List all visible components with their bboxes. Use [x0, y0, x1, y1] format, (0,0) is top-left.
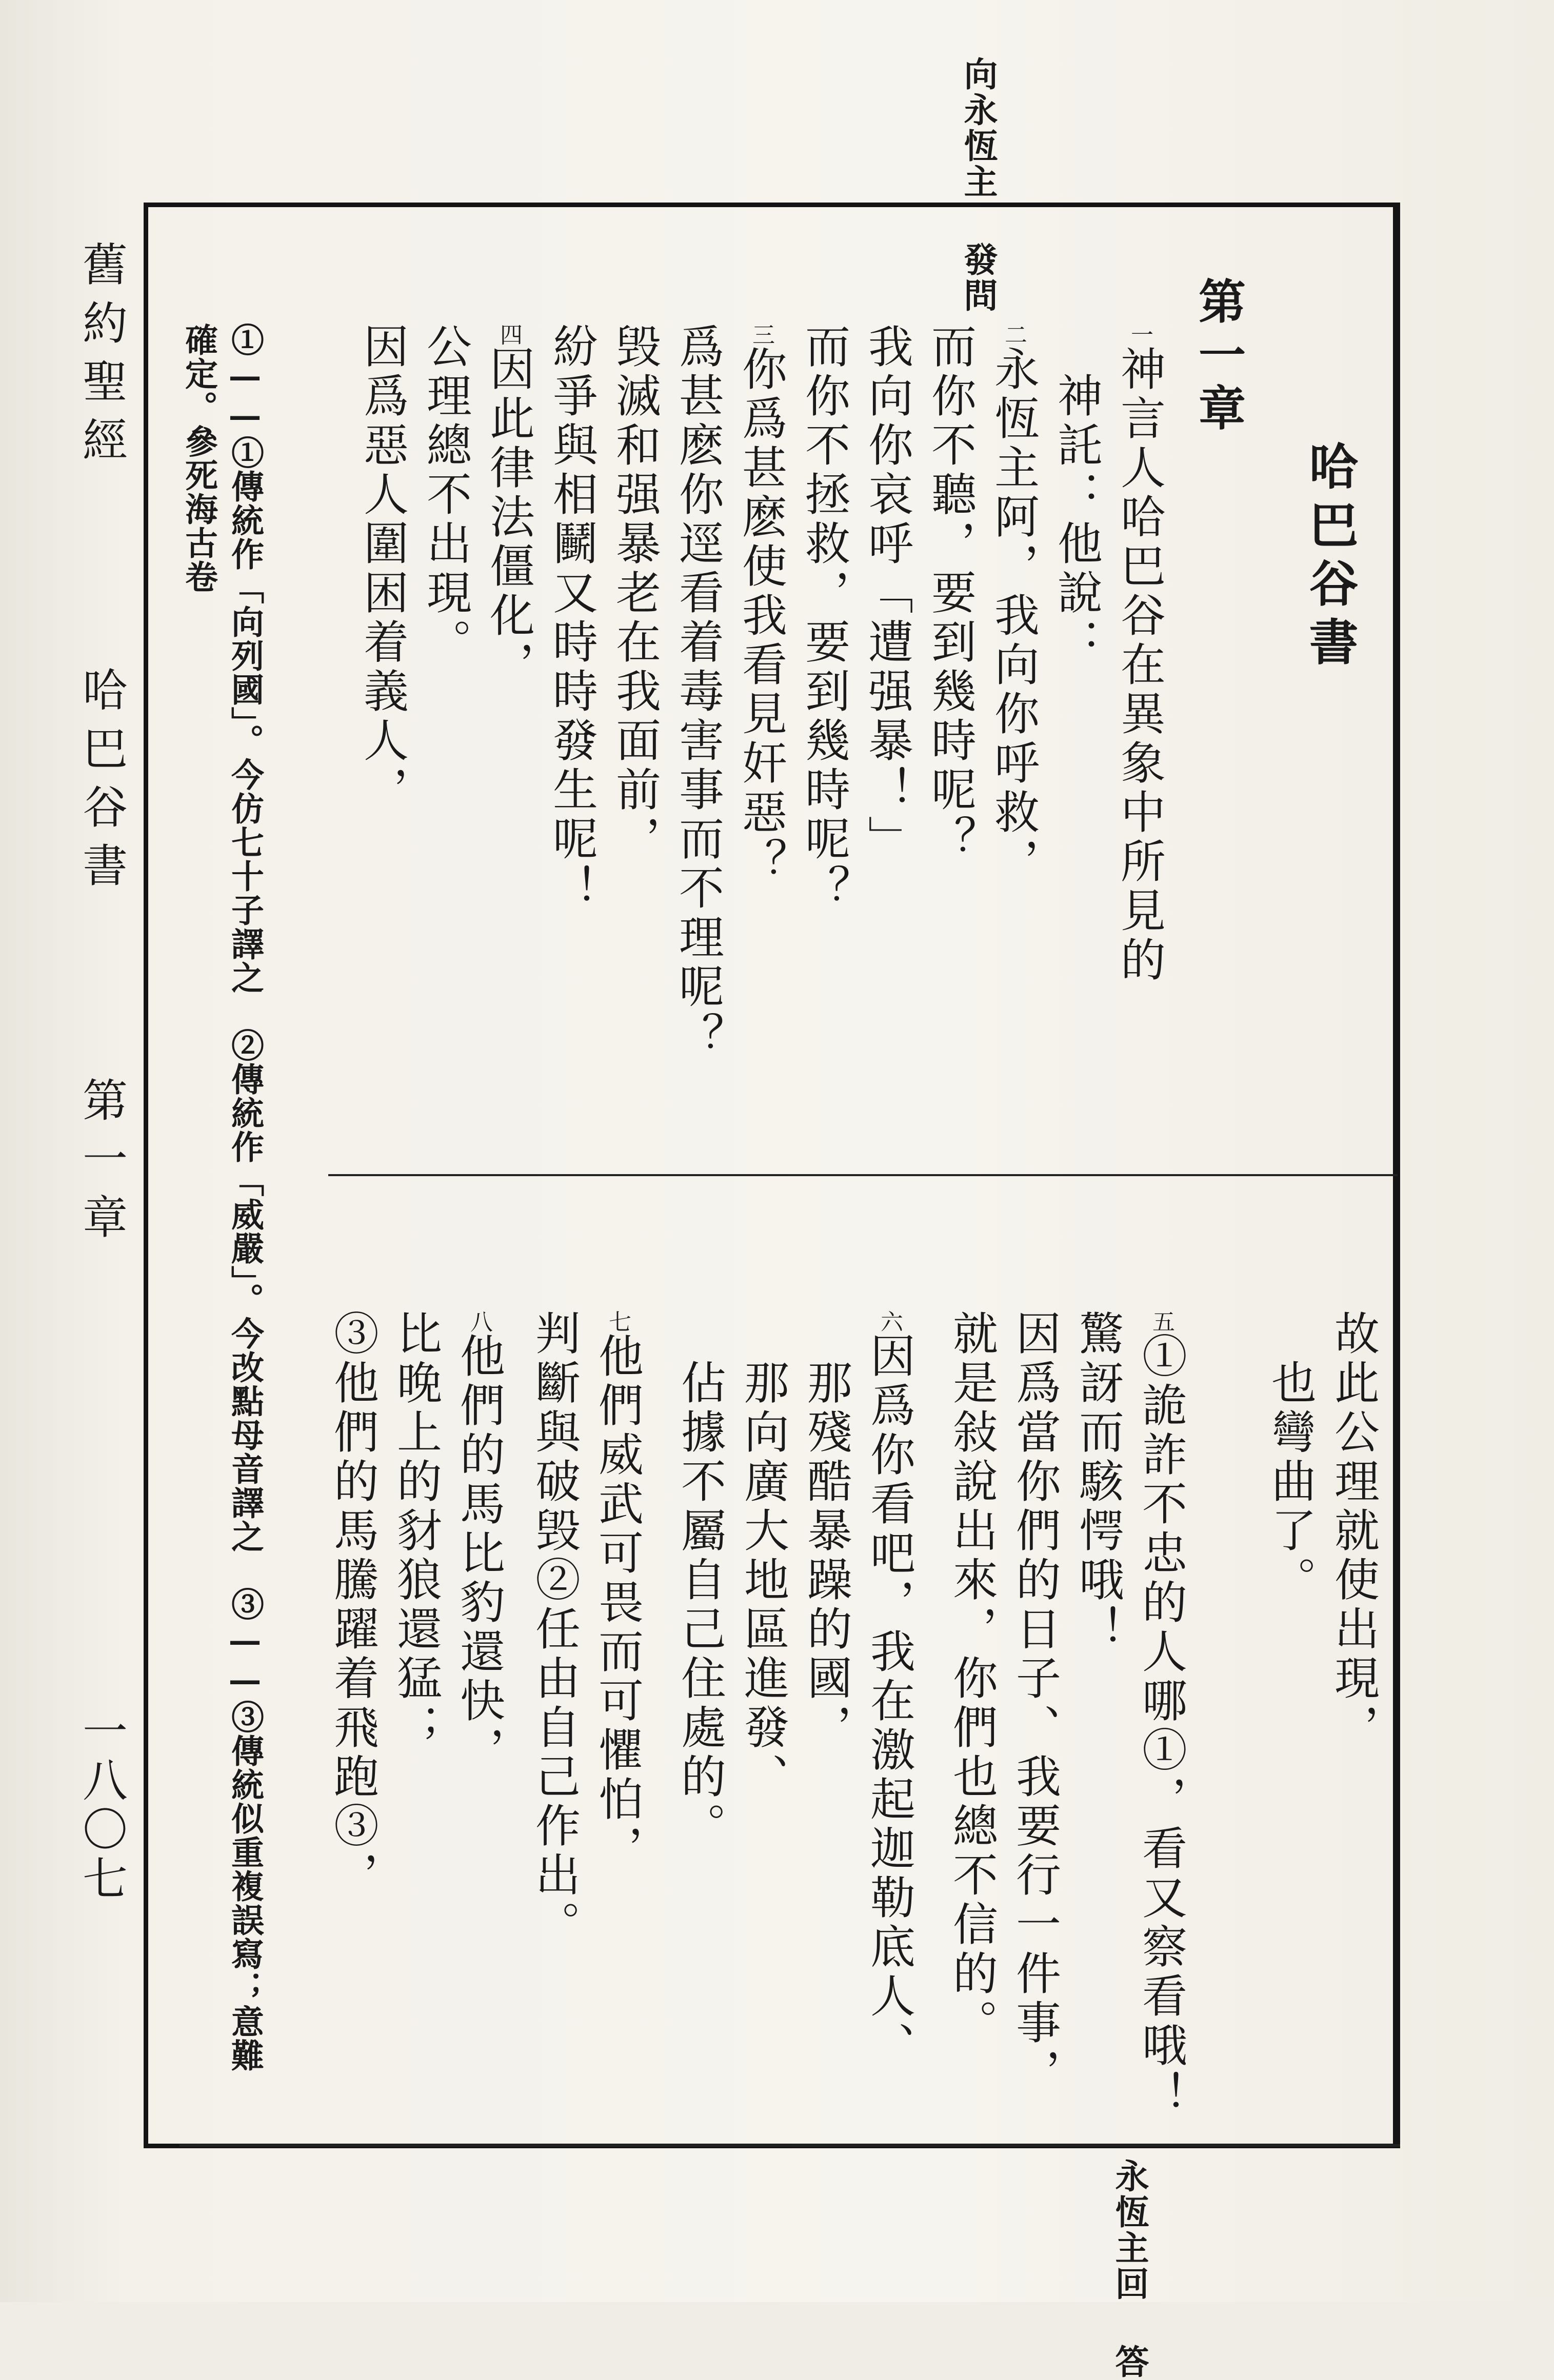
margin-note-bottom-line1: 永恆主回: [1109, 2159, 1149, 2302]
verse-column: 八他們的馬比豹還快，: [453, 1310, 506, 1776]
section-divider: [328, 1174, 1398, 1176]
verse-column: 而你不拯救，要到幾時呢？: [798, 323, 851, 914]
verse-column: 而你不聽，要到幾時呢？: [924, 323, 977, 864]
bottom-rule: [180, 2144, 1400, 2147]
running-head-book: 舊約聖經: [75, 241, 128, 475]
footnote: ①——①傳統作「向列國」。今仿七十子譯之 ②傳統作「威嚴」。今改點母音譯之 ③——③傳統似重複誤寫；意難: [226, 323, 264, 2072]
verse-column: 毁滅和强暴老在我面前，: [609, 323, 662, 864]
verse-column: 二永恆主阿，我向你呼救，: [987, 323, 1040, 887]
verse-column: 也彎曲了。: [1264, 1310, 1317, 1605]
verse-column: 就是敍說出來，你們也總不信的。: [946, 1310, 999, 2048]
verse-column: 四因此律法僵化，: [483, 323, 535, 690]
margin-note-bottom-line2: 答: [1109, 2344, 1149, 2380]
verse-column: 神託：他說：: [1050, 323, 1103, 668]
book-title: 哈巴谷書: [1301, 441, 1359, 675]
verse-column: 那向廣大地區進發、: [737, 1310, 790, 1802]
margin-note-top-line2: 發問: [958, 242, 998, 314]
verse-column: 佔據不屬自己住處的。: [674, 1310, 727, 1851]
verse-column: 紛爭與相鬭又時時發生呢！: [546, 323, 599, 914]
verse-column: ③他們的馬騰躍着飛跑③，: [327, 1310, 380, 1901]
page-number: 一八〇七: [75, 1707, 128, 1904]
verse-column: 故此公理就使出現，: [1327, 1310, 1380, 1753]
footnote: 確定。參死海古卷: [180, 323, 218, 594]
verse-column: 因爲當你們的日子、我要行一件事，: [1009, 1310, 1062, 2097]
chapter-heading: 第一章: [1191, 277, 1246, 437]
verse-column: 一神言人哈巴谷在異象中所見的: [1113, 323, 1166, 985]
verse-column: 因爲惡人圍困着義人，: [356, 323, 409, 815]
verse-column: 五①詭詐不忠的人哪①，看又察看哦！: [1135, 1310, 1188, 2120]
verse-column: 驚訝而駭愕哦！: [1072, 1310, 1125, 1655]
verse-column: 那殘酷暴躁的國，: [800, 1310, 853, 1753]
running-head-section: 哈巴谷書: [75, 667, 128, 900]
margin-note-bottom: [1105, 2159, 1154, 2380]
verse-column: 比晚上的豺狼還猛；: [390, 1310, 443, 1753]
verse-column: 判斷與破毁②任由自己作出。: [528, 1310, 581, 1950]
verse-column: 七他們威武可畏而可懼怕，: [591, 1310, 644, 1874]
verse-column: 我向你哀呼「遭强暴！」: [861, 323, 914, 864]
verse-column: 三你爲甚麽使我看見奸惡？: [735, 323, 788, 887]
verse-column: 爲甚麽你逕看着毒害事而不理呢？: [672, 323, 725, 1061]
margin-note-top-line1: 向永恆主: [958, 56, 998, 200]
verse-column: 公理總不出現。: [420, 323, 472, 668]
verse-column: 六因爲你看吧，我在激起迦勒底人、: [863, 1310, 916, 2071]
running-head-chapter: 第一章: [75, 1077, 128, 1252]
